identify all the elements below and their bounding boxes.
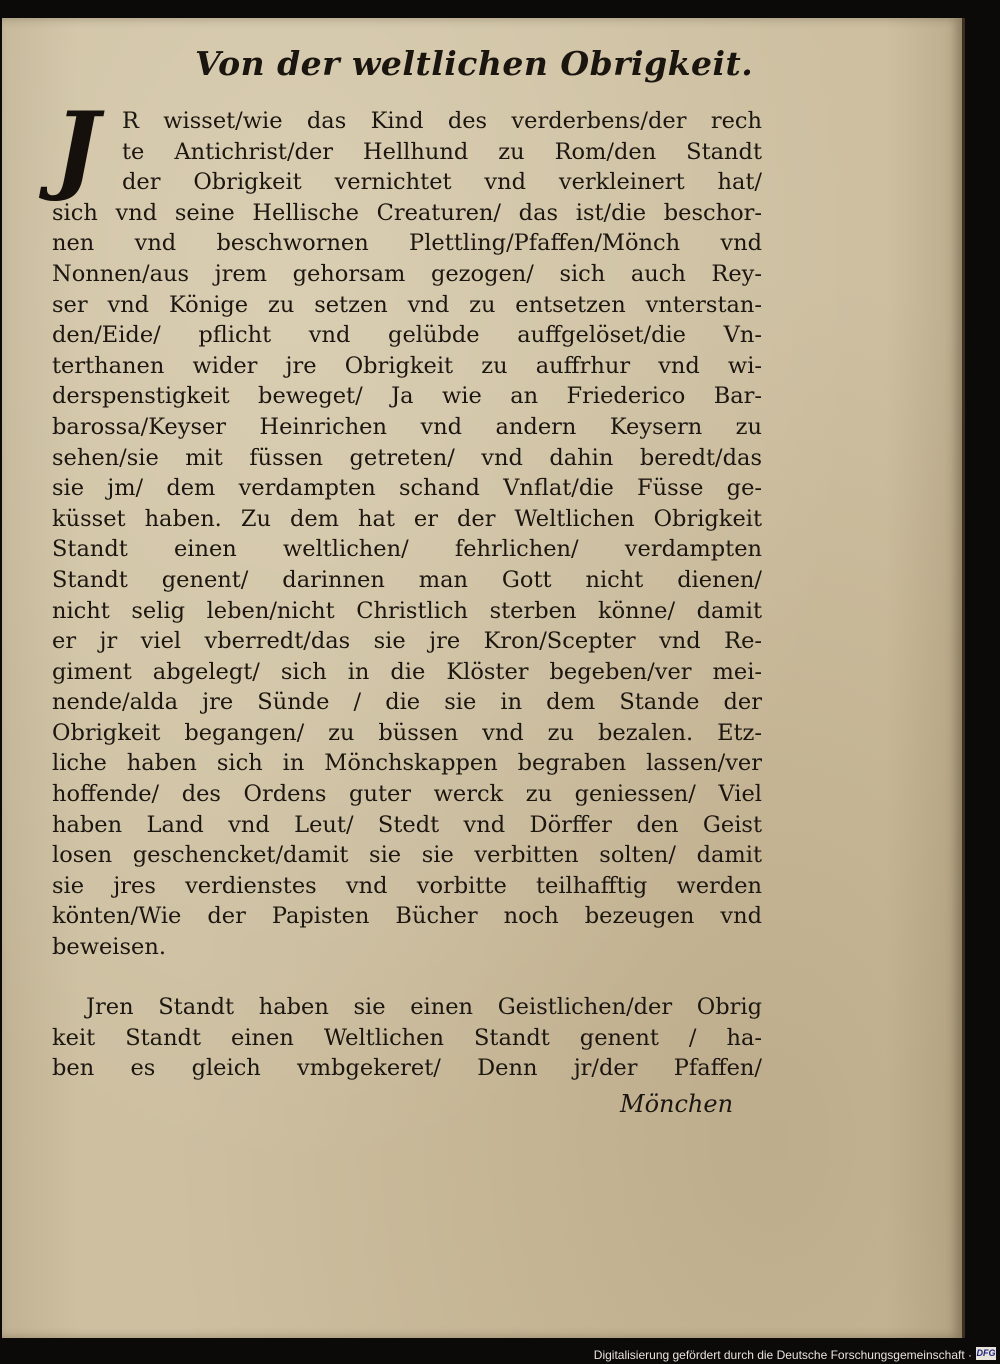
text-line: der Obrigkeit vernichtet vnd verkleinert hat/ (122, 169, 762, 196)
text-line: Nonnen/aus jrem gehorsam gezogen/ sich auch Rey- (52, 260, 762, 287)
text-line: R wisset/wie das Kind des verderbens/der rech (122, 108, 762, 134)
text-line: giment abgelegt/ sich in die Klöster begeben/ver mei- (52, 658, 762, 685)
page-heading: Von der weltlichen Obrigkeit. (195, 44, 754, 83)
text-line: küsset haben. Zu dem hat er der Weltlichen Obrigkeit (52, 505, 762, 532)
text-line: keit Standt einen Weltlichen Standt genent / ha- (52, 1024, 762, 1051)
text-line: Standt einen weltlichen/ fehrlichen/ verdampten (52, 536, 762, 563)
text-line: liche haben sich in Mönchskappen begraben lassen/ver (52, 750, 762, 777)
text-line: Obrigkeit begangen/ zu büssen vnd zu bezalen. Etz- (52, 719, 762, 746)
text-line: nicht selig leben/nicht Christlich sterben könne/ damit (52, 597, 762, 624)
text-line: sehen/sie mit füssen getreten/ vnd dahin beredt/das (52, 444, 762, 471)
paragraph-1 (52, 106, 762, 963)
text-line: hoffende/ des Ordens guter werck zu geniessen/ Viel (52, 781, 762, 808)
text-line: nende/alda jre Sünde / die sie in dem Stande der (52, 689, 762, 716)
text-line: sie jm/ dem verdampten schand Vnflat/die Füsse ge- (52, 475, 762, 502)
text-line: terthanen wider jre Obrigkeit zu auffrhur vnd wi- (52, 352, 762, 379)
text-line: beweisen. (52, 934, 166, 961)
text-line: den/Eide/ pflicht vnd gelübde auffgelöset/die Vn- (52, 322, 762, 349)
paragraph-2 (52, 992, 762, 1084)
text-line: ben es gleich vmbgekeret/ Denn jr/der Pfaffen/ (52, 1055, 762, 1082)
text-line: barossa/Keyser Heinrichen vnd andern Keysern zu (52, 413, 762, 440)
footer-credit: Digitalisierung gefördert durch die Deutsche Forschungsgemeinschaft · (593, 1348, 972, 1362)
text-line: ser vnd Könige zu setzen vnd zu entsetzen vnterstan- (52, 291, 762, 318)
dfg-logo-icon: DFG (976, 1348, 996, 1358)
text-line: nen vnd beschwornen Plettling/Pfaffen/Mönch vnd (52, 230, 762, 257)
text-line: haben Land vnd Leut/ Stedt vnd Dörffer den Geist (52, 811, 762, 838)
text-line: losen geschencket/damit sie sie verbitten solten/ damit (52, 842, 762, 869)
text-line: te Antichrist/der Hellhund zu Rom/den Standt (122, 138, 762, 165)
text-line: er jr viel vberredt/das sie jre Kron/Scepter vnd Re- (52, 628, 762, 655)
text-line: Jren Standt haben sie einen Geistlichen/der Obrig (86, 994, 762, 1020)
decorated-initial: J (54, 91, 100, 204)
catchword: Mönchen (620, 1090, 734, 1118)
text-line: könten/Wie der Papisten Bücher noch bezeugen vnd (52, 903, 762, 930)
text-line: Standt genent/ darinnen man Gott nicht dienen/ (52, 566, 762, 593)
text-line: sie jres verdienstes vnd vorbitte teilhafftig werden (52, 872, 762, 899)
text-line: sich vnd seine Hellische Creaturen/ das ist/die beschor- (52, 199, 762, 226)
text-line: derspenstigkeit beweget/ Ja wie an Friederico Bar- (52, 383, 762, 410)
